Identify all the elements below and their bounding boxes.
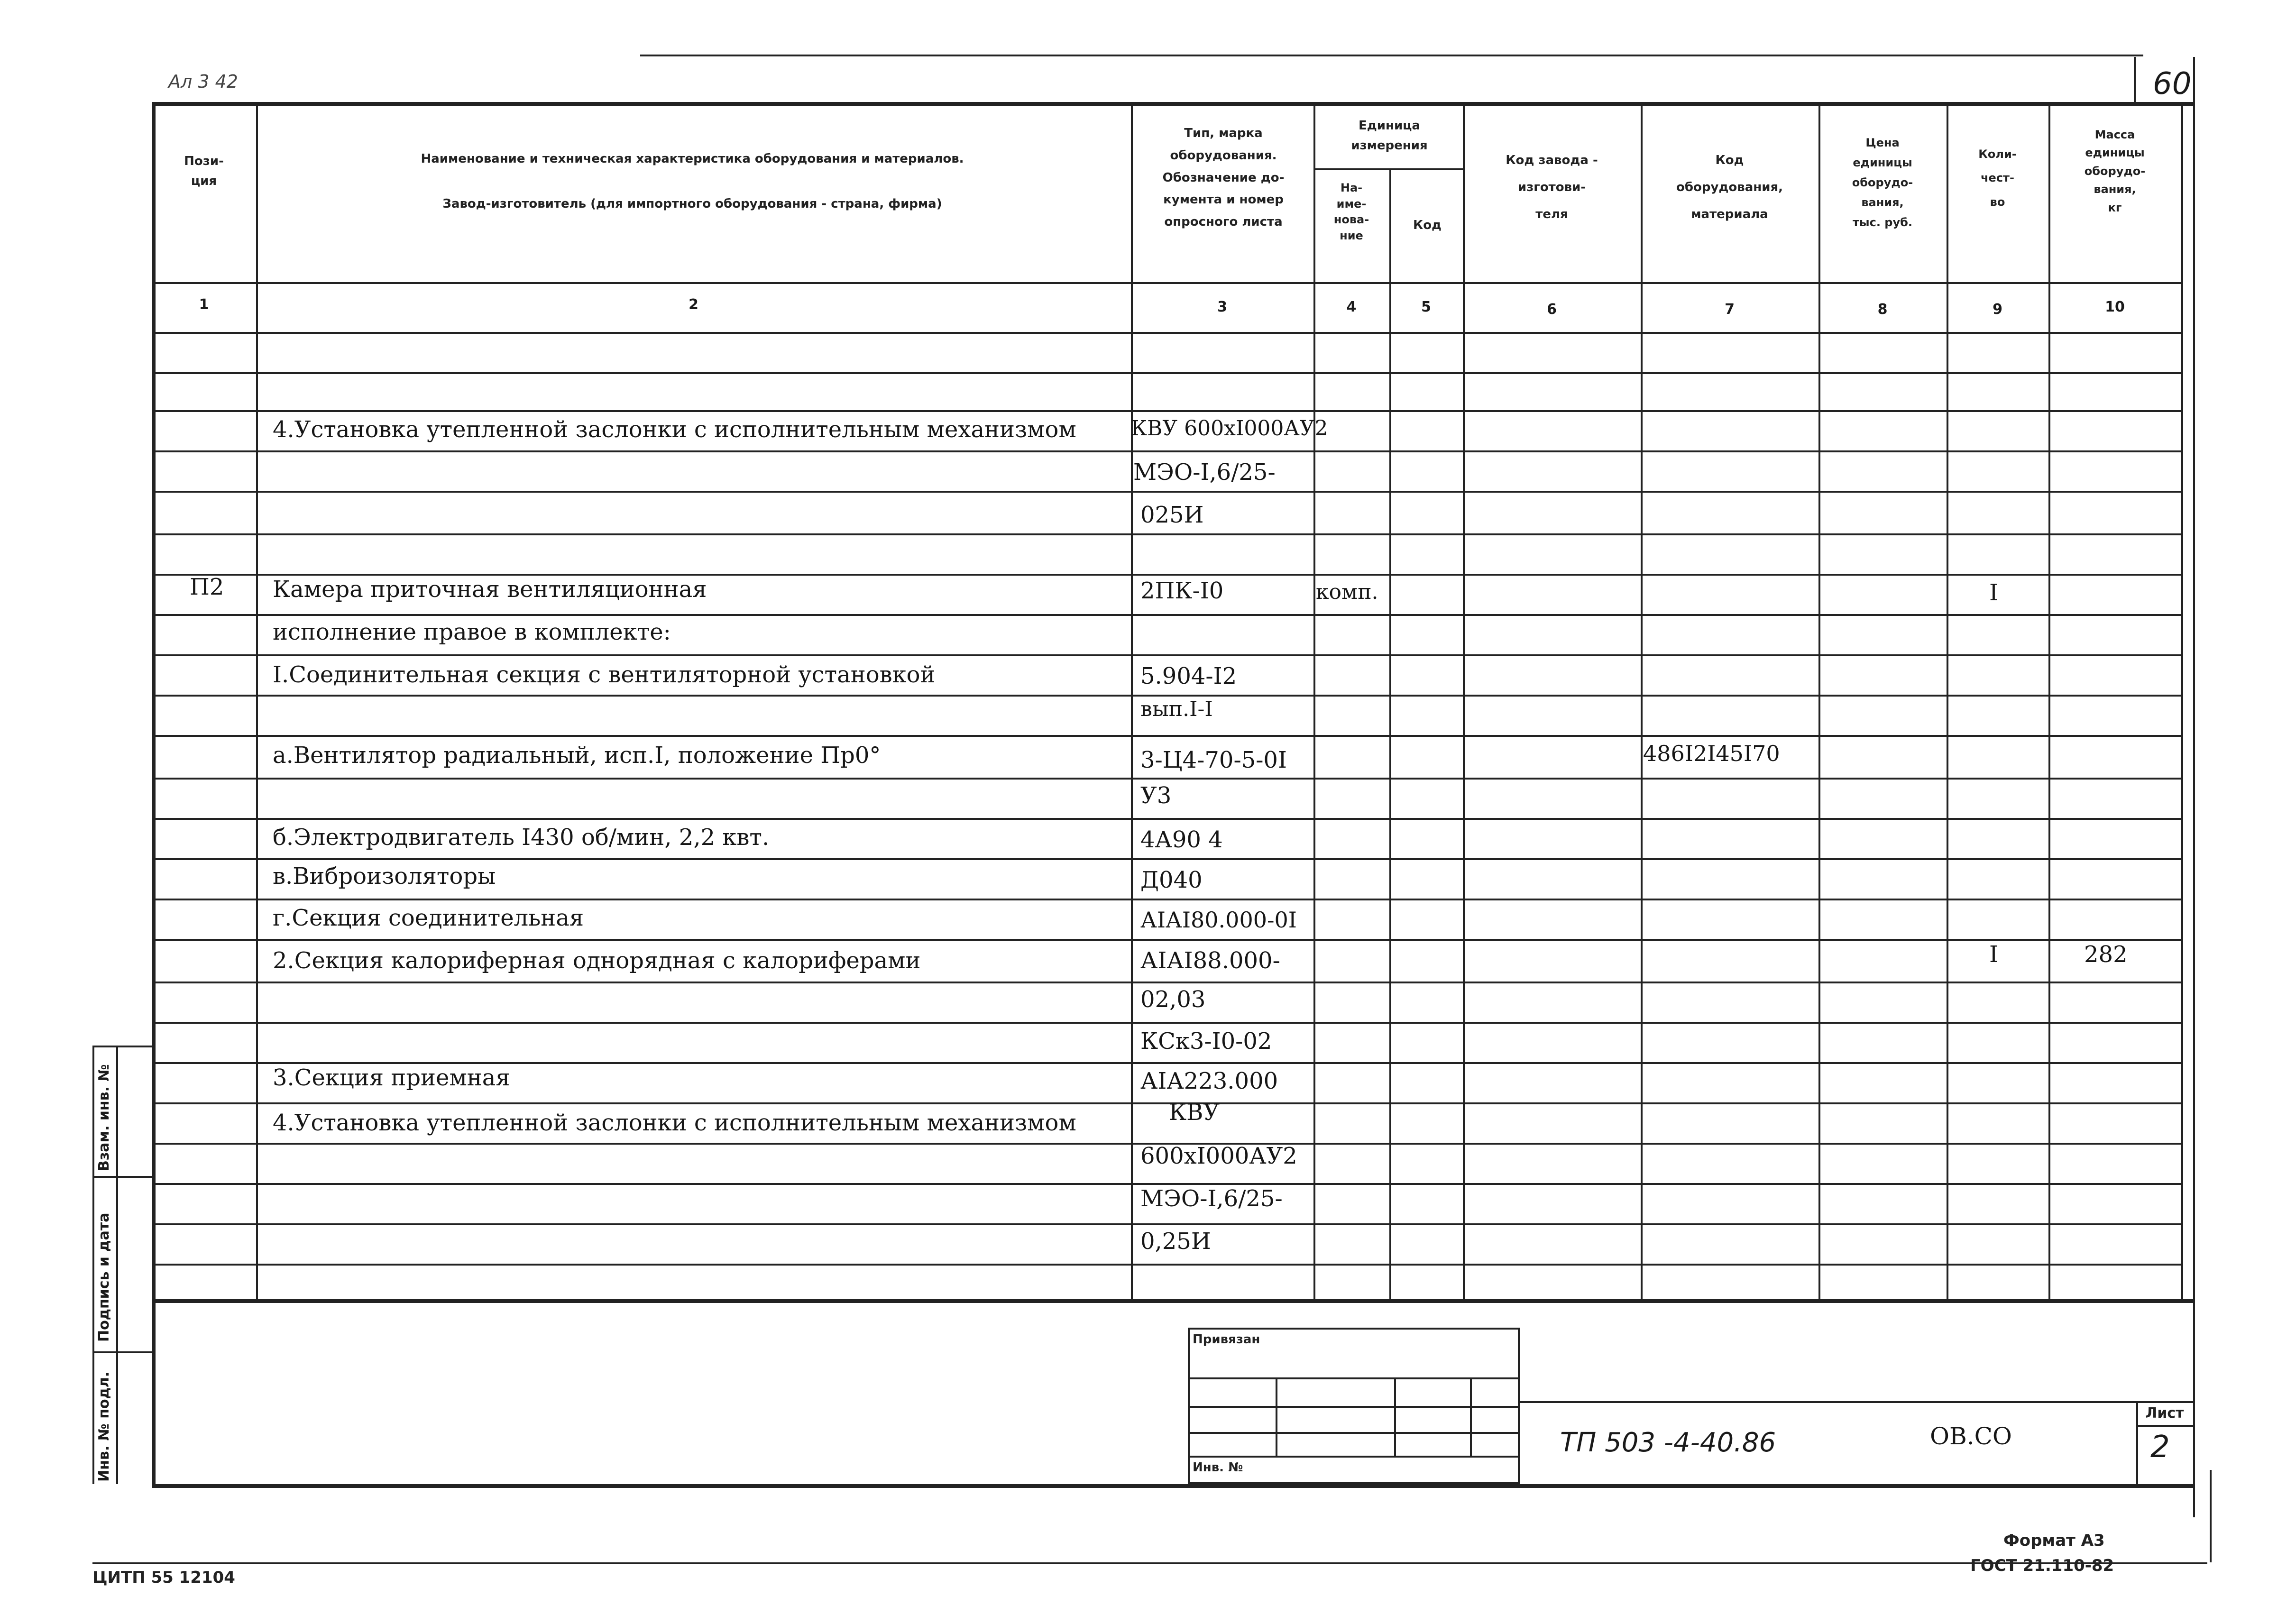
col-divider-5 bbox=[1463, 102, 1465, 1299]
row-line bbox=[152, 614, 2181, 616]
page-number-box-left bbox=[2134, 57, 2136, 104]
footer-line bbox=[92, 1562, 2207, 1564]
row-line bbox=[152, 654, 2181, 656]
row-line bbox=[152, 899, 2181, 900]
row-line bbox=[152, 982, 2181, 983]
side-stamp-top bbox=[92, 1046, 152, 1047]
cell-type: КСк3-I0-02 bbox=[1140, 1028, 1272, 1055]
side-label-signature: Подпись и дата bbox=[96, 1212, 112, 1342]
col-divider-4 bbox=[1389, 168, 1391, 1299]
header-unit-name: На- име- нова- ние bbox=[1333, 181, 1369, 242]
header-unit-group: Единица измерения bbox=[1351, 119, 1428, 153]
side-label-replacement: Взам. инв. № bbox=[96, 1064, 112, 1171]
cell-type: 600хI000АУ2 bbox=[1140, 1143, 1297, 1169]
cell-unit: комп. bbox=[1316, 580, 1378, 604]
header-name-line1: Наименование и техническая характеристика оборудования и материалов. bbox=[421, 152, 964, 166]
cell-type: 5.904-I2 bbox=[1140, 663, 1237, 689]
document-designation: ТП 503 -4-40.86 bbox=[1560, 1427, 1776, 1458]
cell-type: 0,25И bbox=[1140, 1228, 1211, 1255]
cell-name: б.Электродвигатель I430 об/мин, 2,2 квт. bbox=[273, 824, 770, 851]
cell-name: 2.Секция калориферная однорядная с калориферами bbox=[273, 947, 921, 974]
row-line bbox=[152, 1022, 2181, 1024]
cell-type: МЭО-I,6/25- bbox=[1140, 1185, 1283, 1212]
header-unit-code: Код bbox=[1413, 218, 1442, 232]
cell-name: исполнение правое в комплекте: bbox=[273, 619, 671, 645]
cell-type: КВУ bbox=[1169, 1099, 1220, 1126]
header-equipment-code: Код оборудования, материала bbox=[1676, 153, 1783, 222]
left-code-label: ЦИТП 55 12104 bbox=[92, 1568, 235, 1587]
col-divider-9 bbox=[2048, 102, 2050, 1299]
col-number: 3 bbox=[1217, 299, 1227, 315]
col-number: 7 bbox=[1725, 301, 1735, 318]
cell-type: 3-Ц4-70-5-0I bbox=[1140, 747, 1287, 773]
colnum-bottom-line bbox=[152, 332, 2181, 334]
header-quantity: Коли- чест- во bbox=[1978, 147, 2017, 209]
side-stamp-line bbox=[92, 1351, 152, 1353]
cell-type: КВУ 600хI000АУ2 bbox=[1131, 416, 1328, 440]
cell-type: АIА223.000 bbox=[1140, 1068, 1278, 1094]
binding-line bbox=[1188, 1456, 1520, 1458]
footer-right-line bbox=[2210, 1470, 2212, 1562]
cell-name: 3.Секция приемная bbox=[273, 1064, 510, 1091]
row-line bbox=[152, 1062, 2181, 1064]
cell-position: П2 bbox=[190, 574, 224, 600]
col-number: 5 bbox=[1421, 299, 1431, 315]
col-divider-7 bbox=[1818, 102, 1820, 1299]
col-divider-1 bbox=[256, 102, 258, 1299]
format-label: Формат А3 bbox=[2003, 1531, 2105, 1550]
sheet-box-left bbox=[2136, 1401, 2138, 1484]
cell-name: 4.Установка утепленной заслонки с исполнительным механизмом bbox=[273, 1110, 1076, 1136]
cell-name: 4.Установка утепленной заслонки с исполнительным механизмом bbox=[273, 416, 1076, 443]
col-number: 1 bbox=[199, 296, 209, 313]
binding-label: Привязан bbox=[1193, 1332, 1260, 1347]
binding-divider bbox=[1394, 1377, 1396, 1456]
cell-name: а.Вентилятор радиальный, исп.I, положение Пр0° bbox=[273, 742, 881, 769]
col-number: 8 bbox=[1877, 301, 1888, 318]
col-number: 9 bbox=[1993, 301, 2002, 318]
table-top-border bbox=[152, 102, 2193, 106]
row-line bbox=[152, 858, 2181, 860]
cell-type: МЭО-I,6/25- bbox=[1133, 459, 1276, 486]
row-line bbox=[152, 533, 2181, 535]
sheet-number: 2 bbox=[2150, 1430, 2170, 1465]
cell-name: г.Секция соединительная bbox=[273, 905, 584, 931]
binding-divider bbox=[1470, 1377, 1472, 1456]
row-line bbox=[152, 574, 2181, 576]
cell-equipment-code: 486I2I45I70 bbox=[1643, 741, 1780, 766]
col-divider-2 bbox=[1131, 102, 1133, 1299]
col-divider-6 bbox=[1641, 102, 1643, 1299]
col-divider-10 bbox=[2181, 102, 2183, 1299]
page-number: 60 bbox=[2153, 66, 2192, 101]
header-bottom-line bbox=[152, 282, 2181, 284]
document-code: ОВ.СО bbox=[1930, 1422, 2012, 1450]
corner-note: Ал 3 42 bbox=[168, 71, 238, 92]
sheet-box-line bbox=[2136, 1425, 2193, 1427]
row-line bbox=[152, 1223, 2181, 1225]
cell-name: в.Виброизоляторы bbox=[273, 863, 496, 890]
cell-type: АIАI80.000-0I bbox=[1140, 907, 1297, 933]
row-line bbox=[152, 410, 2181, 412]
header-plant-code: Код завода - изготови- теля bbox=[1506, 153, 1598, 222]
row-line bbox=[152, 1102, 2181, 1104]
row-line bbox=[152, 735, 2181, 737]
header-position: Пози- ция bbox=[184, 154, 224, 188]
cell-mass: 282 bbox=[2084, 941, 2128, 968]
row-line bbox=[152, 778, 2181, 780]
header-price: Цена единицы оборудо- вания, тыс. руб. bbox=[1852, 136, 1913, 229]
inventory-number-label: Инв. № bbox=[1193, 1460, 1243, 1475]
cell-type: 025И bbox=[1140, 502, 1204, 528]
binding-divider bbox=[1276, 1377, 1277, 1456]
header-type: Тип, марка оборудования. Обозначение до- кумента и номер опросного листа bbox=[1162, 126, 1285, 229]
cell-type: 2ПК-I0 bbox=[1140, 578, 1224, 604]
cell-type: вып.I-I bbox=[1140, 697, 1213, 721]
cell-quantity: I bbox=[1989, 941, 1998, 968]
cell-quantity: I bbox=[1989, 579, 1998, 606]
sheet-label: Лист bbox=[2145, 1405, 2184, 1422]
gost-label: ГОСТ 21.110-82 bbox=[1970, 1556, 2114, 1575]
col-divider-8 bbox=[1947, 102, 1948, 1299]
col-number: 4 bbox=[1346, 299, 1357, 315]
row-line bbox=[152, 491, 2181, 493]
table-body-bottom bbox=[152, 1299, 2193, 1303]
stamp-top-line bbox=[1520, 1401, 2193, 1403]
cell-type: У3 bbox=[1140, 782, 1172, 809]
col-number: 2 bbox=[689, 296, 698, 313]
header-mass: Масса единицы оборудо- вания, кг bbox=[2084, 128, 2146, 214]
row-line bbox=[152, 695, 2181, 697]
side-stamp-border bbox=[92, 1046, 94, 1484]
row-line bbox=[152, 939, 2181, 941]
cell-type: 4А90 4 bbox=[1140, 826, 1223, 853]
row-line bbox=[152, 818, 2181, 820]
side-stamp-divider bbox=[116, 1046, 118, 1484]
cell-type: Д040 bbox=[1140, 867, 1203, 893]
row-line bbox=[152, 1183, 2181, 1185]
col-divider-3 bbox=[1313, 102, 1315, 1299]
frame-bottom-border bbox=[152, 1484, 2193, 1488]
header-name-line2: Завод-изготовитель (для импортного оборудования - страна, фирма) bbox=[442, 197, 942, 211]
col-number: 10 bbox=[2105, 299, 2125, 315]
top-frame-line bbox=[640, 55, 2143, 56]
cell-type: АIАI88.000- bbox=[1140, 947, 1280, 974]
cell-name: Камера приточная вентиляционная bbox=[273, 576, 707, 603]
row-line bbox=[152, 372, 2181, 374]
cell-type: 02,03 bbox=[1140, 986, 1206, 1013]
row-line bbox=[152, 1264, 2181, 1266]
side-stamp-line bbox=[92, 1176, 152, 1178]
frame-right-border bbox=[2193, 57, 2195, 1517]
row-line bbox=[152, 450, 2181, 452]
side-label-original: Инв. № подл. bbox=[96, 1371, 112, 1482]
cell-name: I.Соединительная секция с вентиляторной установкой bbox=[273, 661, 936, 688]
col-number: 6 bbox=[1547, 301, 1557, 318]
unit-group-divider bbox=[1313, 168, 1463, 170]
